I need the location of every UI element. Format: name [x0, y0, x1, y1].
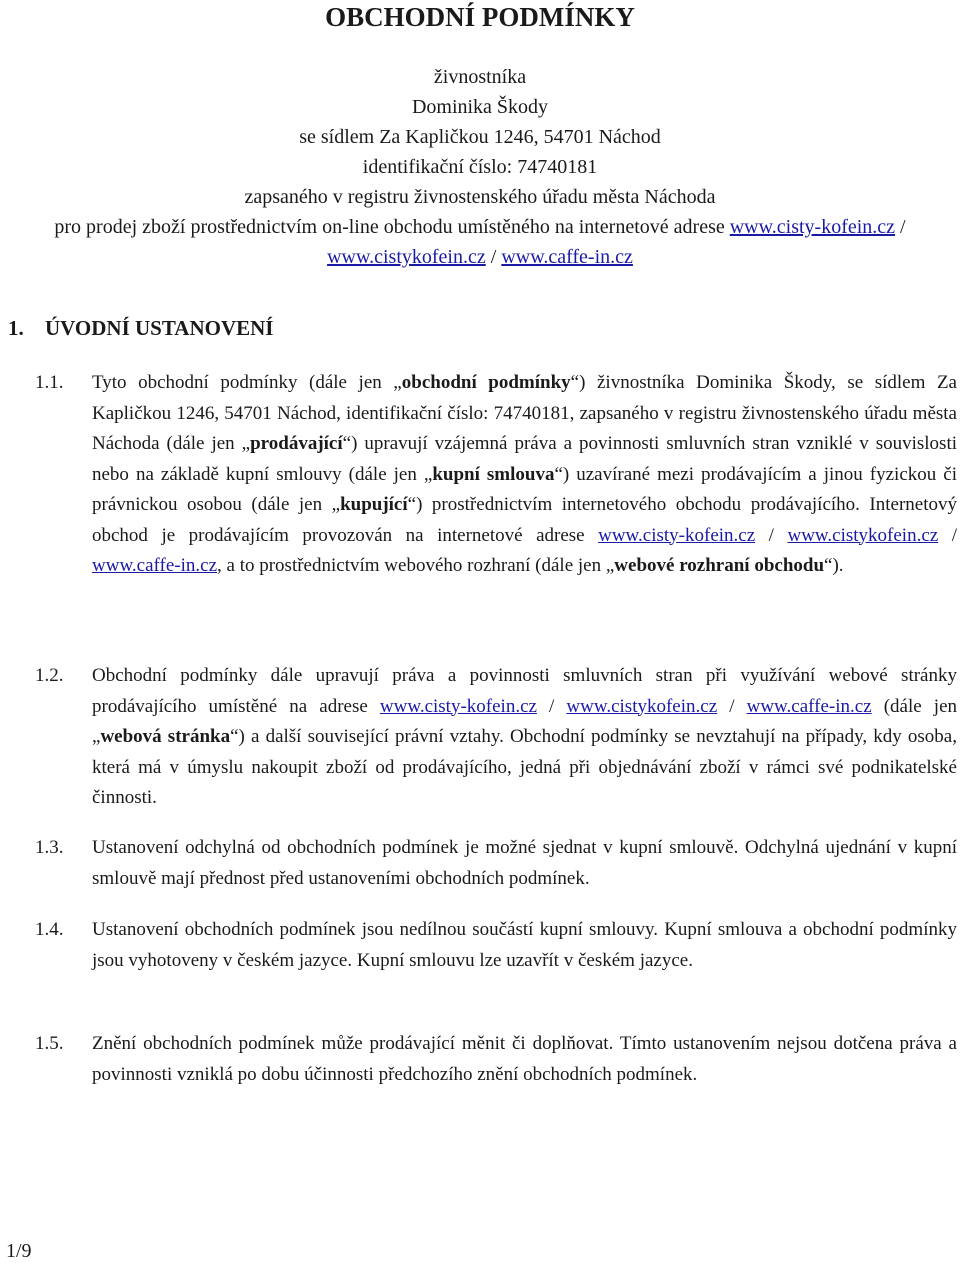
paragraph-1-2	[35, 661, 957, 814]
separator: /	[895, 216, 906, 238]
section-title: ÚVODNÍ USTANOVENÍ	[45, 316, 274, 340]
paragraph-text: Znění obchodních podmínek může prodávající měnit či doplňovat. Tímto ustanovením nejsou dotčena práva a povinnosti vzniklá po dobu účinnosti předchozího znění obchodních podmínek.	[92, 1033, 957, 1085]
paragraph-number: 1.1.	[35, 372, 64, 393]
paragraph-text: Ustanovení odchylná od obchodních podmínek je možné sjednat v kupní smlouvě. Odchylná ujednání v kupní smlouvě mají přednost před ustanoveními obchodních podmínek.	[92, 837, 957, 889]
header-line-web	[20, 212, 940, 272]
link-caffe-in[interactable]: www.caffe-in.cz	[92, 555, 218, 576]
link-cisty-kofein[interactable]: www.cisty-kofein.cz	[729, 216, 896, 238]
page-number: 1/9	[6, 1240, 32, 1262]
link-cisty-kofein[interactable]: www.cisty-kofein.cz	[598, 524, 756, 546]
paragraph-text: Obchodní podmínky dále upravují práva a povinnosti smluvních stran při využívání webové stránky prodávajícího umístěné na adrese www.cisty-kofein.cz / www.cistykofein.cz / www.caffe-in.cz (dále jen „webová stránka“) a další související právní vztahy. Obchodní podmínky se nevztahují na případy, kdy osoba, která má v úmyslu nakoupit zboží od prodávajícího, jedná při objednávání zboží v rámci své podnikatelské činnosti.	[92, 665, 957, 808]
paragraph-1-5	[35, 1029, 957, 1090]
paragraph-number: 1.5.	[35, 1033, 64, 1054]
term-kupujici: kupující	[340, 494, 408, 515]
section-heading-1	[8, 316, 273, 341]
paragraph-text: Tyto obchodní podmínky (dále jen „obchodní podmínky“) živnostníka Dominika Škody, se sídlem Za Kapličkou 1246, 54701 Náchod, identifikační číslo: 74740181, zapsaného v registru živnostenského úřadu města Náchoda (dále jen „prodávající“) upravují vzájemná práva a povinnosti smluvních stran vzniklé v souvislosti nebo na základě kupní smlouvy (dále jen „kupní smlouva“) uzavírané mezi prodávajícím a jinou fyzickou či právnickou osobou (dále jen „kupující“) prostřednictvím internetového obchodu prodávajícího. Internetový obchod je prodávajícím provozován na internetové adrese www.cisty-kofein.cz / www.cistykofein.cz / www.caffe-in.cz, a to prostřednictvím webového rozhraní (dále jen „webové rozhraní obchodu“).	[92, 372, 958, 576]
document-title: OBCHODNÍ PODMÍNKY	[325, 2, 635, 32]
link-caffe-in[interactable]: www.caffe-in.cz	[746, 695, 872, 717]
paragraph-1-1	[35, 368, 957, 582]
paragraph-1-4	[35, 915, 957, 976]
link-caffe-in[interactable]: www.caffe-in.cz	[501, 246, 633, 268]
term-webova-stranka: webová stránka	[100, 726, 231, 747]
seller-header	[20, 62, 940, 272]
paragraph-number: 1.4.	[35, 919, 64, 940]
section-number: 1.	[8, 316, 24, 340]
paragraph-number: 1.3.	[35, 837, 64, 858]
header-text: pro prodej zboží prostřednictvím on-line obchodu umístěného na internetové adrese	[54, 216, 730, 238]
link-cistykofein[interactable]: www.cistykofein.cz	[327, 246, 486, 268]
link-cistykofein[interactable]: www.cistykofein.cz	[566, 695, 718, 717]
header-line: zapsaného v registru živnostenského úřadu města Náchoda	[244, 186, 716, 208]
term-obchodni-podminky: obchodní podmínky	[401, 372, 571, 393]
paragraph-1-3	[35, 833, 957, 894]
separator: /	[485, 246, 502, 268]
paragraph-number: 1.2.	[35, 665, 64, 686]
term-webove-rozhrani: webové rozhraní obchodu	[614, 555, 825, 576]
link-cisty-kofein[interactable]: www.cisty-kofein.cz	[379, 695, 537, 717]
term-prodavajici: prodávající	[250, 433, 343, 454]
link-cistykofein[interactable]: www.cistykofein.cz	[787, 524, 939, 546]
header-line: identifikační číslo: 74740181	[362, 156, 598, 178]
header-line: se sídlem Za Kapličkou 1246, 54701 Náchod	[299, 126, 661, 148]
header-line: živnostníka	[433, 66, 527, 88]
paragraph-text: Ustanovení obchodních podmínek jsou nedílnou součástí kupní smlouvy. Kupní smlouva a obchodní podmínky jsou vyhotoveny v českém jazyce. Kupní smlouvu lze uzavřít v českém jazyce.	[92, 919, 957, 971]
term-kupni-smlouva: kupní smlouva	[432, 463, 555, 485]
header-line: Dominika Škody	[411, 96, 549, 118]
